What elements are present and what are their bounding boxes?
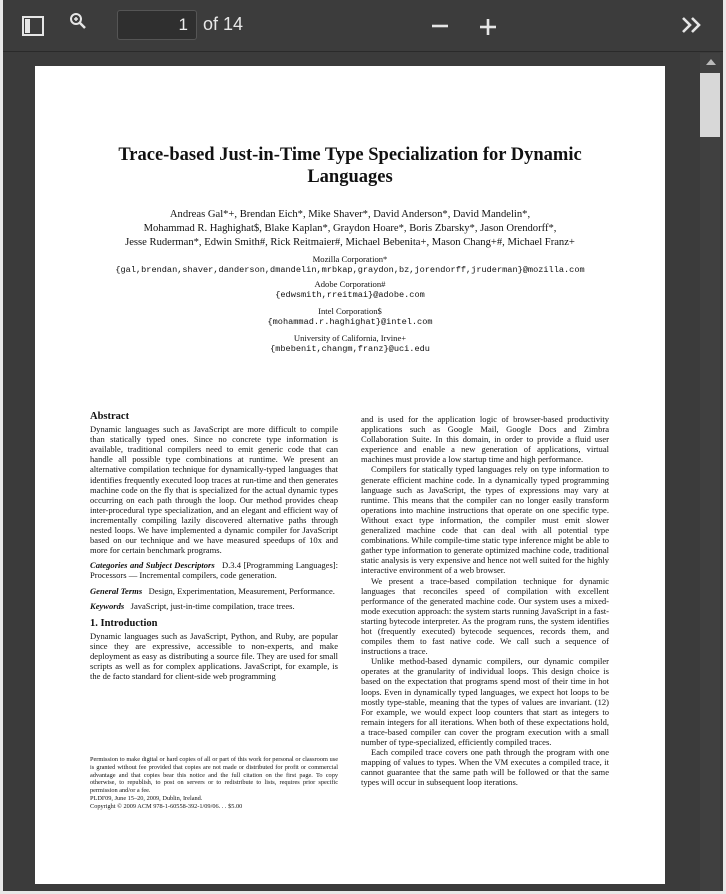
- right-paragraph-1: and is used for the application logic of browser-based productivity applications such as Google Mail, Google Docs and Zimbra Collaboration Suite. In this domain, in order to provide a fluid user experience and enable a new generation of applications, virtual machines must provide a low startup time and high performance.: [361, 414, 609, 465]
- intro-text: Dynamic languages such as JavaScript, Python, and Ruby, are popular since they are expressive, accessible to non-experts, and make deployment as easy as distributing a source file. They are used for small scripts as well as for complex applications. JavaScript, for example, is the de facto standard for client-side web programming: [90, 630, 338, 682]
- affiliation-name: University of California, Irvine+: [293, 333, 407, 343]
- scrollbar-thumb[interactable]: [700, 73, 720, 137]
- affiliation-mozilla: [65, 254, 635, 275]
- footnote-conference: PLDI'09, June 15–20, 2009, Dublin, Ireland.: [90, 794, 203, 802]
- abstract-heading: Abstract: [90, 411, 130, 422]
- authors-line-2: Mohammad R. Haghighat$, Blake Kaplan*, Graydon Hoare*, Boris Zbarsky*, Jason Orendorff*,: [143, 223, 557, 234]
- affiliation-name: Intel Corporation$: [318, 306, 382, 316]
- affiliation-uci: [65, 333, 635, 354]
- left-column: [90, 412, 338, 681]
- abstract-text: Dynamic languages such as JavaScript are more difficult to compile than statically typed ones. Since no concrete type information is available, traditional compilers need to emit generic code that can handle all possible type combinations at runtime. We present an alternative compilation technique for dynamically-typed languages that identifies frequently executed loop traces at run-time and then generates machine code on the fly that is specialized for the actual dynamic types occurring on each path through the loop. Our method provides cheap inter-procedural type specialization, and an elegant and efficient way of incrementally compiling lazily discovered alternative paths through nested loops. We have implemented a dynamic compiler for JavaScript based on our technique and we have measured speedups of 10x and more for certain benchmark programs.: [90, 424, 338, 556]
- copyright-footnote: [90, 756, 338, 811]
- zoom-search-icon[interactable]: [67, 10, 89, 32]
- page-count-label: of 14: [203, 14, 244, 34]
- categories-text: D.3.4 [Programming Languages]: Processors — Incremental compilers, code generation.: [90, 560, 338, 581]
- page-number-input[interactable]: 1: [117, 10, 197, 40]
- affiliation-email: {gal,brendan,shaver,danderson,dmandelin,mrbkap,graydon,bz,jorendorff,jruderman}@mozilla.com: [115, 264, 585, 275]
- right-paragraph-4: Unlike method-based dynamic compilers, our dynamic compiler operates at the granularity of individual loops. This design choice is based on the expectation that programs spend most of their time in hot loops. Even in dynamically typed languages, we expect hot loops to be mostly type-stable, meaning that the types of values are invariant. (12) For example, we would expect loop counters that start as integers to remain integers for all iterations. When both of these expectations hold, a trace-based compiler can cover the program execution with a small number of type-specialized, efficiently compiled traces.: [361, 656, 609, 747]
- paper-authors: [65, 208, 635, 250]
- scroll-up-icon[interactable]: [706, 59, 716, 65]
- zoom-in-icon[interactable]: [475, 12, 501, 38]
- zoom-out-icon[interactable]: [427, 12, 453, 38]
- more-tools-icon[interactable]: [679, 12, 705, 38]
- footnote-permission: Permission to make digital or hard copies of all or part of this work for personal or classroom use is granted without fee provided that copies are not made or distributed for profit or commercial advantage and that copies bear this notice and the full citation on the first page. To copy otherwise, to republish, to post on servers or to redistribute to lists, requires prior specific permission and/or a fee.: [90, 756, 338, 795]
- terms-label: General Terms: [90, 585, 143, 596]
- terms-paragraph: [90, 586, 338, 596]
- keywords-text: JavaScript, just-in-time compilation, trace trees.: [130, 600, 295, 611]
- affiliation-email: {mohammad.r.haghighat}@intel.com: [267, 316, 433, 327]
- authors-line-1: Andreas Gal*+, Brendan Eich*, Mike Shaver*, David Anderson*, David Mandelin*,: [169, 209, 531, 220]
- right-paragraph-5: Each compiled trace covers one path through the program with one mapping of values to types. When the VM executes a compiled trace, it cannot guarantee that the same path will be followed or that the same types will occur in subsequent loop iterations.: [361, 747, 609, 788]
- affiliation-email: {mbebenit,changm,franz}@uci.edu: [270, 343, 430, 354]
- intro-heading: 1. Introduction: [90, 617, 158, 629]
- footnote-copyright: Copyright © 2009 ACM 978-1-60558-392-1/09/06. . . $5.00: [90, 802, 243, 810]
- paper-title: Trace-based Just-in-Time Type Specialization for Dynamic Languages: [118, 145, 582, 187]
- authors-line-3: Jesse Ruderman*, Edwin Smith#, Rick Reitmaier#, Michael Bebenita+, Mason Chang+#, Michael Franz+: [125, 237, 575, 248]
- affiliation-adobe: [65, 279, 635, 300]
- sidebar-toggle-icon[interactable]: [21, 14, 45, 38]
- affiliation-name: Mozilla Corporation*: [312, 254, 388, 264]
- affiliation-email: {edwsmith,rreitmai}@adobe.com: [275, 289, 425, 300]
- right-paragraph-2: Compilers for statically typed languages rely on type information to generate efficient machine code. In a dynamically typed programming language such as JavaScript, the types of expressions may vary at runtime. This means that the compiler can no longer easily transform operations into machine instructions that operate on one specific type. Without exact type information, the compiler must emit slower generalized machine code that can deal with all potential type combinations. While compile-time static type inference might be able to gather type information to generate optimized machine code, traditional static analysis is very expensive and hence not well suited for the highly interactive environment of a web browser.: [361, 464, 609, 576]
- categories-paragraph: [90, 560, 338, 580]
- document-scroll-area[interactable]: [3, 53, 723, 891]
- keywords-paragraph: [90, 601, 338, 611]
- affiliation-intel: [65, 306, 635, 327]
- pdf-toolbar: [3, 0, 723, 52]
- right-column: [361, 414, 609, 787]
- categories-label: Categories and Subject Descriptors: [90, 560, 215, 571]
- terms-text: Design, Experimentation, Measurement, Performance.: [148, 585, 335, 596]
- vertical-scrollbar[interactable]: [700, 53, 720, 891]
- pdf-page: [35, 66, 665, 884]
- right-paragraph-3: We present a trace-based compilation technique for dynamic languages that reconciles speed of compilation with excellent performance of the generated machine code. Our system uses a mixed-mode execution approach: the system starts running JavaScript in a fast-starting bytecode interpreter. As the program runs, the system identifies hot (frequently executed) bytecode sequences, records them, and compiles them to fast native code. We call such a sequence of instructions a trace.: [361, 575, 609, 657]
- keywords-label: Keywords: [90, 600, 125, 611]
- affiliation-name: Adobe Corporation#: [314, 279, 386, 289]
